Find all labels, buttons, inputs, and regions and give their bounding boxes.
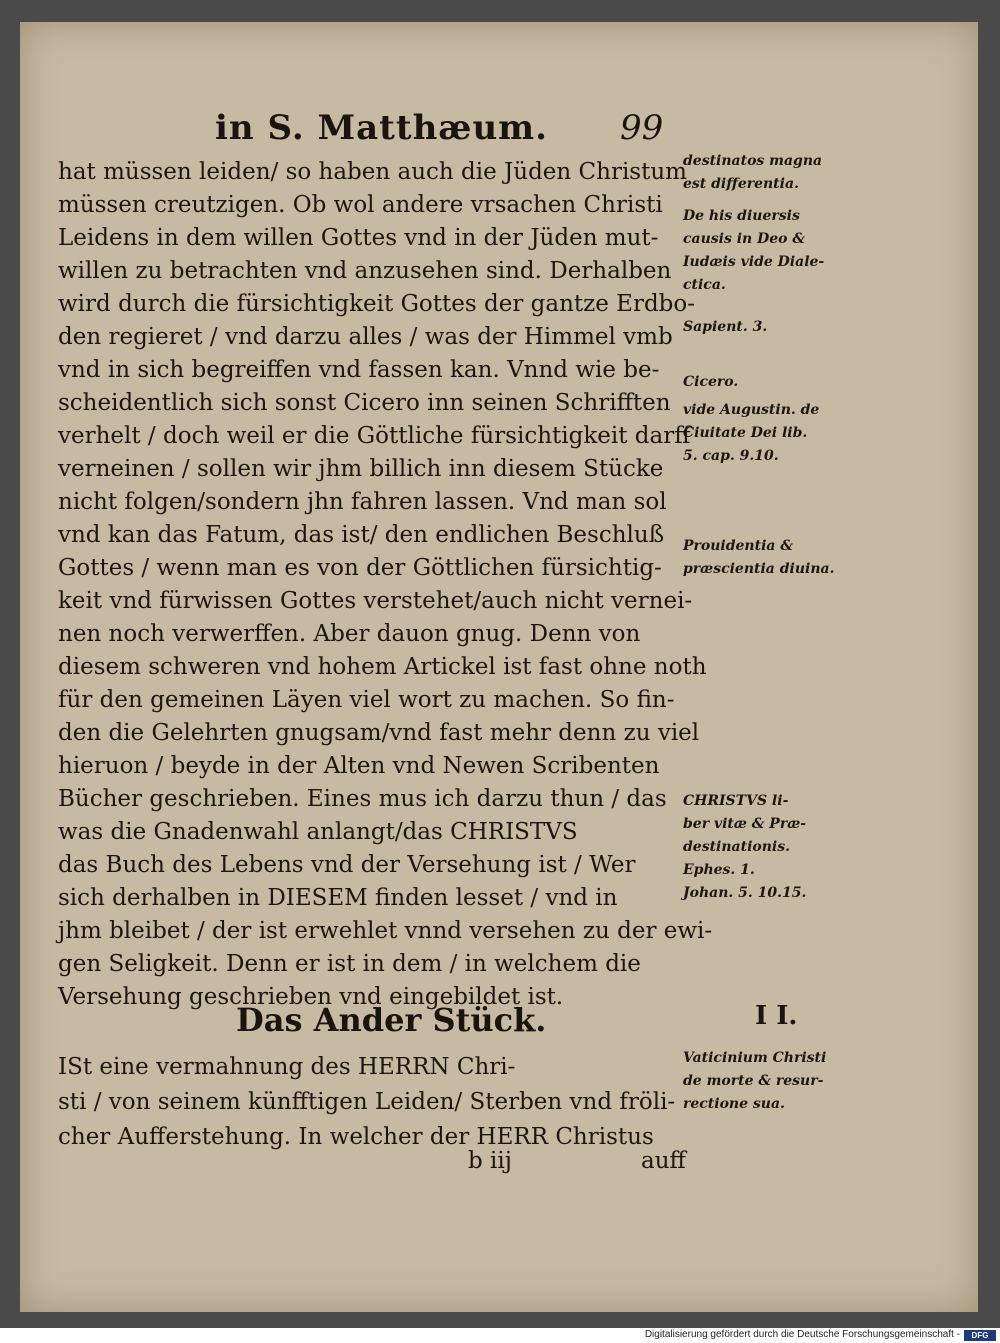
margin-note-line: Ephes. 1. <box>683 862 755 878</box>
text-line: Versehung geschrieben vnd eingebildet ist. <box>58 984 564 1010</box>
text-line: gen Seligkeit. Denn er ist in dem / in welchem die <box>58 951 641 977</box>
text-line: Bücher geschrieben. Eines mus ich darzu thun / das <box>58 786 667 812</box>
margin-note-line: de morte & resur- <box>683 1073 824 1089</box>
margin-note-line: causis in Deo & <box>683 231 806 247</box>
margin-note <box>683 535 883 581</box>
running-header <box>215 108 685 152</box>
margin-note-line: rectione sua. <box>683 1096 785 1112</box>
text-line: hat müssen leiden/ so haben auch die Jüden Christum <box>58 159 687 185</box>
text-line: Leidens in dem willen Gottes vnd in der Jüden mut- <box>58 225 659 251</box>
margin-note-line: ber vitæ & Præ- <box>683 816 807 832</box>
text-line: hieruon / beyde in der Alten vnd Newen Scribenten <box>58 753 660 779</box>
margin-note <box>683 1047 883 1116</box>
text-line: für den gemeinen Läyen viel wort zu machen. So fin- <box>58 687 675 713</box>
margin-note-line: Ciuitate Dei lib. <box>683 425 808 441</box>
text-line: sich derhalben in DIESEM finden lesset / vnd in <box>58 885 618 911</box>
margin-note <box>683 205 883 297</box>
margin-note-line: Cicero. <box>683 374 739 390</box>
margin-note-line: destinatos magna <box>683 153 823 169</box>
margin-note-line: De his diuersis <box>683 208 800 224</box>
text-line: Gottes / wenn man es von der Göttlichen fürsichtig- <box>58 555 662 581</box>
text-line: wird durch die fürsichtigkeit Gottes der gantze Erdbo- <box>58 291 696 317</box>
margin-note <box>683 316 883 339</box>
text-line: nicht folgen/sondern jhn fahren lassen. Vnd man sol <box>58 489 667 515</box>
dfg-logo: DFG <box>964 1330 996 1341</box>
text-line: das Buch des Lebens vnd der Versehung ist / Wer <box>58 852 636 878</box>
margin-note <box>683 371 883 394</box>
text-line: vnd in sich begreiffen vnd fassen kan. Vnnd wie be- <box>58 357 660 383</box>
margin-note <box>683 399 883 468</box>
footer-bar <box>0 1328 1000 1343</box>
margin-note-line: Sapient. 3. <box>683 319 768 335</box>
text-line: nen noch verwerffen. Aber dauon gnug. Denn von <box>58 621 641 647</box>
text-line: cher Aufferstehung. In welcher der HERR Christus <box>58 1124 654 1150</box>
text-line: verneinen / sollen wir jhm billich inn diesem Stücke <box>58 456 664 482</box>
running-title: in S. Matthæum. <box>215 108 548 148</box>
page-number: 99 <box>620 108 664 148</box>
section-text <box>58 1050 698 1155</box>
margin-note-line: præscientia diuina. <box>683 561 835 577</box>
text-line: den regieret / vnd darzu alles / was der Himmel vmb <box>58 324 673 350</box>
signature-mark: b iij <box>468 1148 512 1174</box>
section-numeral: I I. <box>755 1001 798 1031</box>
text-line: verhelt / doch weil er die Göttliche fürsichtigkeit darff <box>58 423 691 449</box>
margin-note-line: 5. cap. 9.10. <box>683 448 779 464</box>
text-line: scheidentlich sich sonst Cicero inn seinen Schrifften <box>58 390 671 416</box>
margin-note <box>683 150 883 196</box>
text-line: was die Gnadenwahl anlangt/das CHRISTVS <box>58 819 578 845</box>
margin-note-line: Prouidentia & <box>683 538 793 554</box>
text-line: willen zu betrachten vnd anzusehen sind. Derhalben <box>58 258 672 284</box>
catchword: auff <box>641 1148 686 1174</box>
margin-note-line: Iudæis vide Diale- <box>683 254 825 270</box>
margin-note-line: Vaticinium Christi <box>683 1050 827 1066</box>
margin-note-line: ctica. <box>683 277 726 293</box>
margin-note-line: vide Augustin. de <box>683 402 820 418</box>
margin-note-line: CHRISTVS li- <box>683 793 789 809</box>
text-line: den die Gelehrten gnugsam/vnd fast mehr denn zu viel <box>58 720 700 746</box>
section-heading: Das Ander Stück. <box>236 1001 547 1039</box>
text-line: sti / von seinem künfftigen Leiden/ Sterben vnd fröli- <box>58 1089 676 1115</box>
text-line: jhm bleibet / der ist erwehlet vnnd versehen zu der ewi- <box>58 918 713 944</box>
margin-note-line: destinationis. <box>683 839 790 855</box>
text-line: müssen creutzigen. Ob wol andere vrsachen Christi <box>58 192 663 218</box>
text-line: ISt eine vermahnung des HERRN Chri- <box>58 1054 516 1080</box>
text-line: keit vnd fürwissen Gottes verstehet/auch nicht vernei- <box>58 588 693 614</box>
text-line: vnd kan das Fatum, das ist/ den endlichen Beschluß <box>58 522 665 548</box>
text-line: diesem schweren vnd hohem Artickel ist fast ohne noth <box>58 654 707 680</box>
footer-credit: Digitalisierung gefördert durch die Deutsche Forschungsgemeinschaft - <box>644 1329 960 1340</box>
margin-note-line: est differentia. <box>683 176 799 192</box>
margin-note <box>683 790 883 905</box>
margin-note-line: Johan. 5. 10.15. <box>683 885 807 901</box>
